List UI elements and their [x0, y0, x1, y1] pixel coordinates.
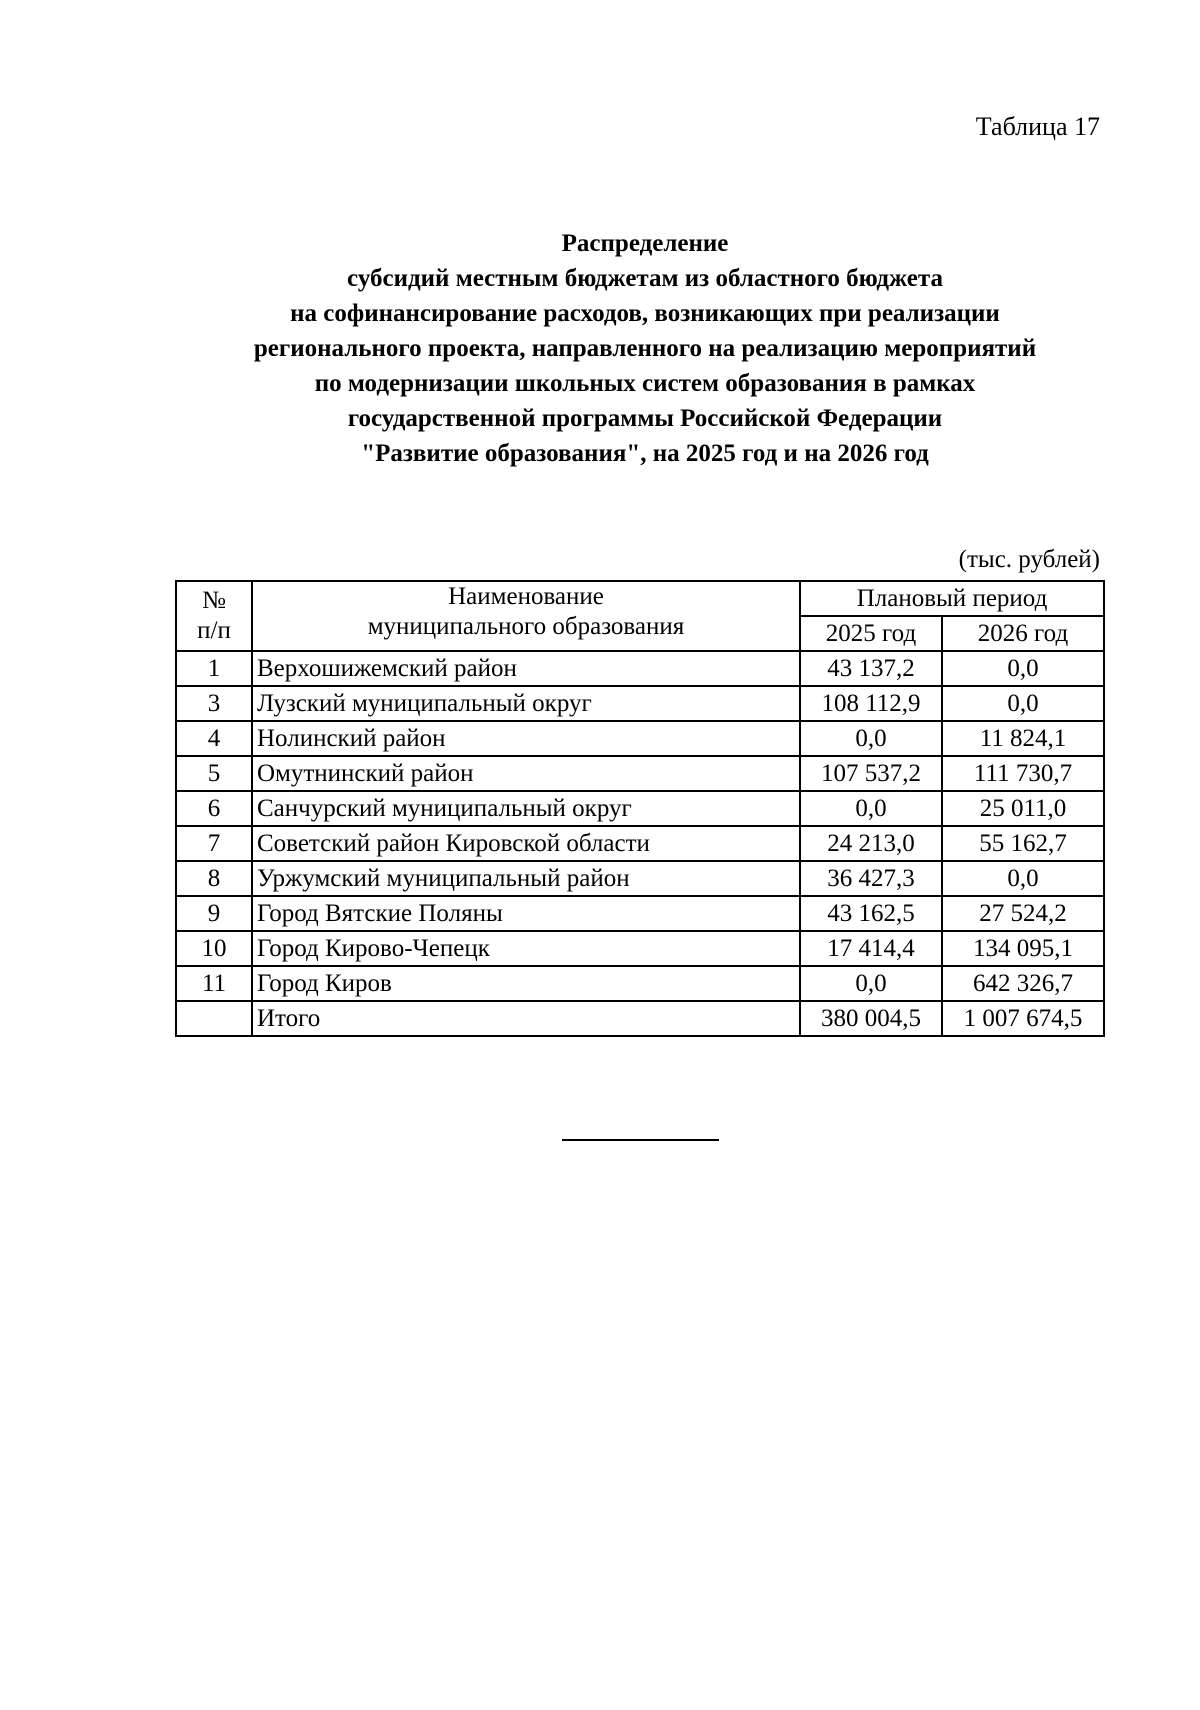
- row-name: Город Кирово-Чепецк: [252, 931, 800, 966]
- header-row: [176, 581, 1104, 616]
- row-value-2026: 0,0: [942, 686, 1104, 721]
- table-row: [176, 756, 1104, 791]
- document-heading: [150, 226, 1140, 471]
- total-value-2026: 1 007 674,5: [942, 1001, 1104, 1036]
- table-row: [176, 791, 1104, 826]
- header-period: Плановый период: [800, 581, 1104, 616]
- table-row: [176, 931, 1104, 966]
- row-value-2025: 24 213,0: [800, 826, 942, 861]
- row-name: Омутнинский район: [252, 756, 800, 791]
- row-number: 10: [176, 931, 252, 966]
- row-value-2025: 43 137,2: [800, 651, 942, 686]
- row-name: Санчурский муниципальный округ: [252, 791, 800, 826]
- table-row: [176, 686, 1104, 721]
- heading-line: регионального проекта, направленного на реализацию мероприятий: [253, 335, 1037, 362]
- table-row: [176, 826, 1104, 861]
- row-name: Город Вятские Поляны: [252, 896, 800, 931]
- total-label: Итого: [252, 1001, 800, 1036]
- row-number: 11: [176, 966, 252, 1001]
- table-row: [176, 721, 1104, 756]
- row-name: Советский район Кировской области: [252, 826, 800, 861]
- row-value-2026: 25 011,0: [942, 791, 1104, 826]
- units-label: (тыс. рублей): [958, 546, 1100, 573]
- row-number: 4: [176, 721, 252, 756]
- table-row: [176, 966, 1104, 1001]
- row-name: Город Киров: [252, 966, 800, 1001]
- row-value-2026: 11 824,1: [942, 721, 1104, 756]
- row-name: Уржумский муниципальный район: [252, 861, 800, 896]
- row-value-2025: 0,0: [800, 721, 942, 756]
- closing-rule: [562, 1139, 719, 1141]
- row-value-2026: 27 524,2: [942, 896, 1104, 931]
- table-body: [176, 651, 1104, 1036]
- header-number-line1: №: [202, 587, 226, 614]
- row-value-2025: 107 537,2: [800, 756, 942, 791]
- row-value-2025: 108 112,9: [800, 686, 942, 721]
- header-name: [252, 581, 800, 651]
- heading-line: "Развитие образования", на 2025 год и на 2026 год: [361, 440, 929, 467]
- row-name: Верхошижемский район: [252, 651, 800, 686]
- header-name-line2: муниципального образования: [367, 613, 685, 640]
- total-number: [176, 1001, 252, 1036]
- subsidy-table: [175, 580, 1105, 1037]
- total-row: [176, 1001, 1104, 1036]
- table-row: [176, 651, 1104, 686]
- header-number: [176, 581, 252, 651]
- row-number: 8: [176, 861, 252, 896]
- table-number: Таблица 17: [975, 112, 1100, 141]
- heading-line: субсидий местным бюджетам из областного бюджета: [347, 265, 943, 292]
- total-value-2025: 380 004,5: [800, 1001, 942, 1036]
- row-number: 9: [176, 896, 252, 931]
- header-name-line1: Наименование: [448, 583, 604, 610]
- header-year-2026: 2026 год: [942, 616, 1104, 651]
- row-value-2025: 17 414,4: [800, 931, 942, 966]
- row-value-2026: 55 162,7: [942, 826, 1104, 861]
- row-value-2026: 0,0: [942, 861, 1104, 896]
- row-value-2025: 0,0: [800, 966, 942, 1001]
- header-number-line2: п/п: [197, 617, 231, 644]
- table-header: [176, 581, 1104, 651]
- row-name: Нолинский район: [252, 721, 800, 756]
- row-value-2026: 642 326,7: [942, 966, 1104, 1001]
- heading-line: по модернизации школьных систем образования в рамках: [314, 370, 976, 397]
- row-number: 7: [176, 826, 252, 861]
- row-value-2026: 0,0: [942, 651, 1104, 686]
- row-number: 6: [176, 791, 252, 826]
- row-value-2025: 36 427,3: [800, 861, 942, 896]
- header-year-2025: 2025 год: [800, 616, 942, 651]
- row-value-2025: 0,0: [800, 791, 942, 826]
- table-row: [176, 861, 1104, 896]
- heading-line: на софинансирование расходов, возникающих при реализации: [290, 300, 1000, 327]
- row-value-2026: 111 730,7: [942, 756, 1104, 791]
- row-number: 3: [176, 686, 252, 721]
- row-value-2026: 134 095,1: [942, 931, 1104, 966]
- heading-line: государственной программы Российской Федерации: [347, 405, 943, 432]
- row-name: Лузский муниципальный округ: [252, 686, 800, 721]
- row-number: 1: [176, 651, 252, 686]
- row-value-2025: 43 162,5: [800, 896, 942, 931]
- row-number: 5: [176, 756, 252, 791]
- heading-line: Распределение: [561, 230, 729, 257]
- table-row: [176, 896, 1104, 931]
